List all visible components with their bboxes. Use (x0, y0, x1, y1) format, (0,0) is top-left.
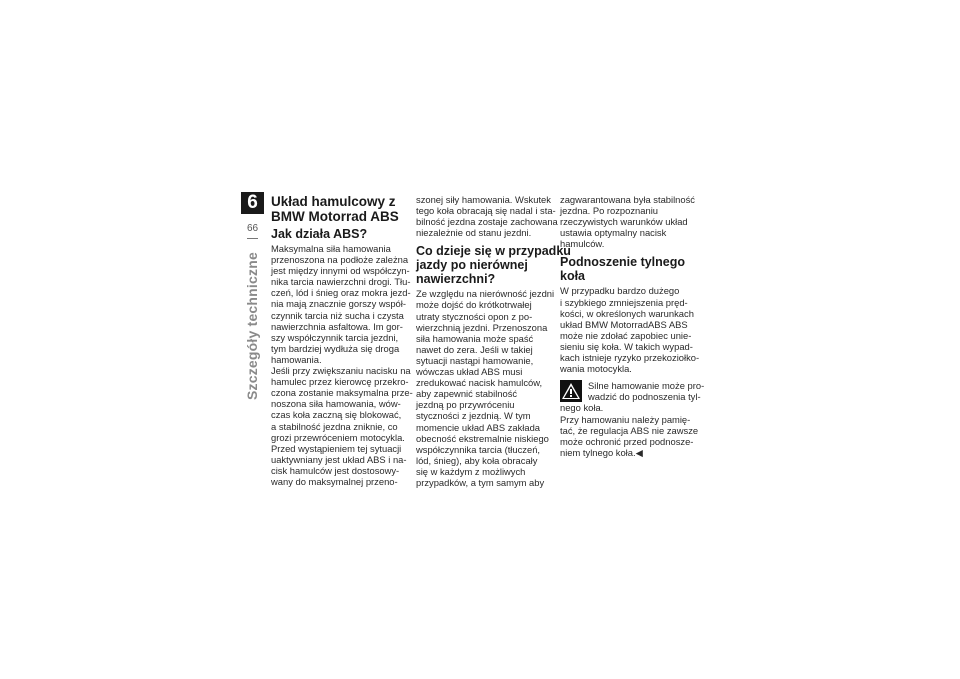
end-of-section-marker: ◀ (635, 446, 643, 458)
warning-text: Silne hamowanie może pro- wadzić do podnoszenia tyl- (588, 380, 705, 403)
paragraph-rear-wheel-lift: W przypadku bardzo dużego i szybkiego zmniejszenia pręd- kości, w określonych warunkach układ BMW MotorradABS ABS może nie zdołać zapobiec unie- sieniu się koła. W takich wypad- kach istnieje ryzyko przekoziołko- wania motocykla. (560, 285, 700, 375)
paragraph-uneven-surface: Ze względu na nierówność jezdni może dojść do krótkotrwałej utraty styczności opon z po- wierzchnią jezdni. Przenoszona siła hamowania może spaść nawet do zera. Jeśli w takiej sytuacji nastąpi hamowanie, wówczas układ ABS musi zredukować nacisk hamulców, aby zapewnić stabilność jezdną po przywróceniu styczności z jezdnią. W tym momencie układ ABS zakłada obecność ekstremalnie niskiego współczynnika tarcia (tłuczeń, lód, śnieg), aby koła obracały się w każdym z możliwych przypadków, a tym samym aby (416, 288, 555, 488)
warning-note (560, 380, 705, 403)
paragraph-continuation: szonej siły hamowania. Wskutek tego koła obracają się nadal i sta- bilność jezdna zostaje zachowana niezależnie od stanu jezdni. (416, 194, 558, 239)
subheading-rear-wheel-lift: Podnoszenie tylnego koła (560, 255, 686, 284)
warning-triangle-icon (560, 380, 582, 402)
paragraph-abs-limits-text: Przy hamowaniu należy pamię- tać, że regulacja ABS nie zawsze może ochronić przed podnosze- niem tylnego koła. (560, 413, 699, 458)
subheading-how-abs-works: Jak działa ABS? (271, 227, 368, 241)
page-number: 66 (246, 223, 259, 234)
warning-text-continuation: nego koła. (560, 402, 604, 414)
text-column-2 (416, 194, 571, 488)
tab-divider (247, 238, 258, 239)
paragraph-abs-limits (560, 414, 700, 458)
text-column-3 (560, 194, 705, 458)
chapter-side-title: Szczegóły techniczne (244, 252, 260, 400)
section-heading-abs: Układ hamulcowy z BMW Motorrad ABS (271, 194, 399, 224)
paragraph-stability: zagwarantowana była stabilność jezdna. Po rozpoznaniu rzeczywistych warunków układ ustawia optymalny nacisk hamulców. (560, 194, 695, 250)
chapter-number-tab: 6 (241, 192, 264, 214)
text-column-1 (271, 194, 411, 487)
paragraph-abs-activation: Jeśli przy zwiększaniu nacisku na hamulec przez kierowcę przekro- czona zostanie maksymalna prze- noszona siła hamowania, wów- czas koła zaczną się blokować, a stabilność jezdna zniknie, co grozi przewróceniem motocykla. Przed wystąpieniem tej sytuacji uaktywniany jest układ ABS i na- cisk hamulców jest dostosowy- wany do maksymalnej przeno- (271, 365, 413, 487)
paragraph-braking-force: Maksymalna siła hamowania przenoszona na podłoże zależna jest między innymi od współczyn- nika tarcia nawierzchni drogi. Tłu- czeń, lód i śnieg oraz mokra jezd- nia mają znacznie gorszy współ- czynnik tarcia niż sucha i czysta nawierzchnia asfaltowa. Im gor- szy współczynnik tarcia jezdni, tym bardziej wydłuża się droga hamowania. (271, 243, 411, 365)
subheading-uneven-surface: Co dzieje się w przypadku jazdy po nierównej nawierzchni? (416, 244, 571, 287)
